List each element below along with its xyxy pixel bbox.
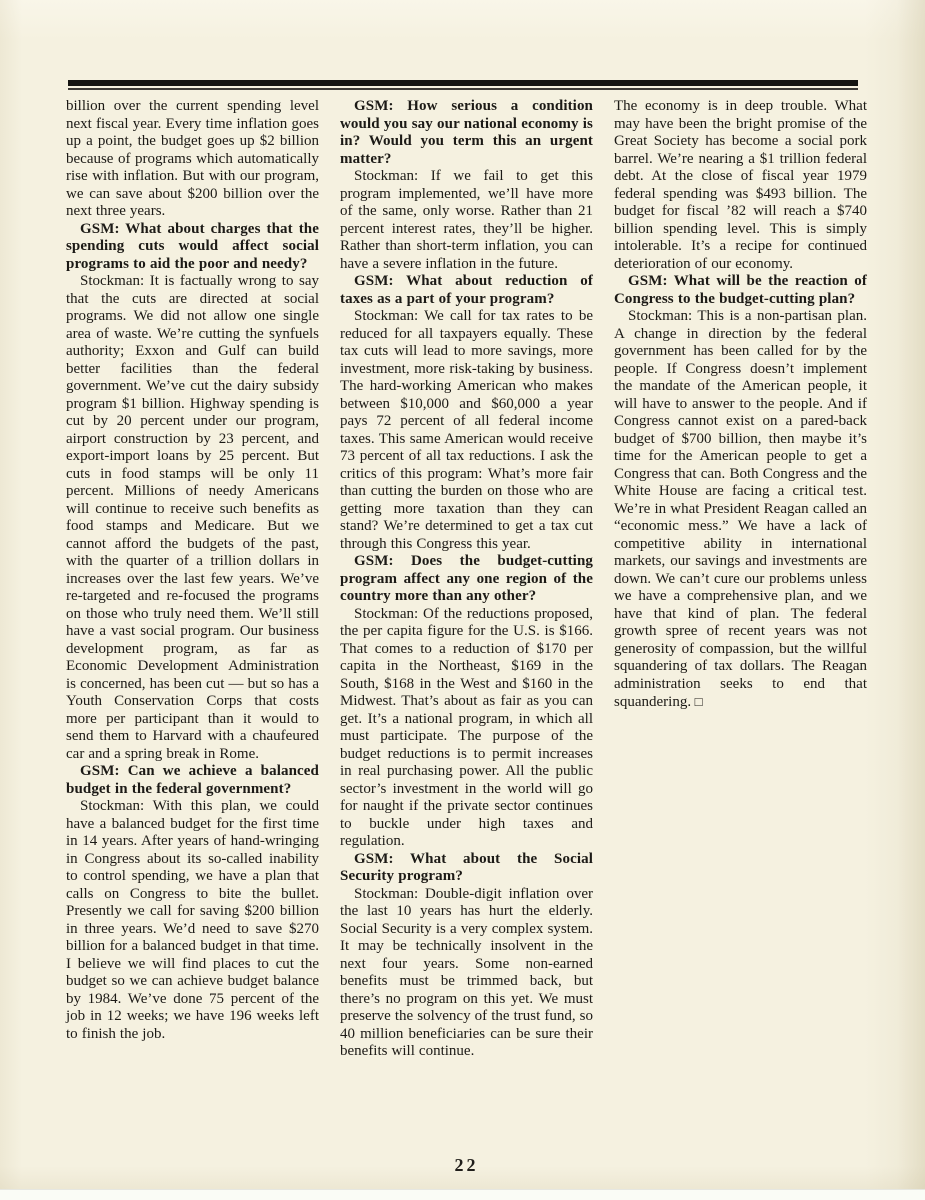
interview-paragraph: [66, 98, 319, 221]
paragraph-text: Stockman: We call for tax rates to be reduced for all taxpayers equally. These tax cuts will lead to more savings, more investment, more risk-taking by business. The hard-working American who makes between $10,000 and $60,000 a year pays 72 percent of all federal income taxes. This same American would receive 73 percent of all tax reductions. I ask the critics of this program: What’s more fair than cutting the burden on those who are getting more taxation than they can stand? We’re determined to get a tax cut through this Congress this year.: [340, 308, 593, 552]
paragraph-text: Stockman: Of the reductions proposed, the per capita figure for the U.S. is $166. That comes to a reduction of $170 per capita in the Northeast, $169 in the South, $168 in the West and $160 in the Midwest. That’s about as fair as you can get. It’s a national program, in which all must participate. The purpose of the budget reductions is to permit increases in real purchasing power. All the public sector’s investment in the world will go for naught if the private sector continues to buckle under high taxes and regulation.: [340, 605, 593, 849]
end-of-article-mark: □: [691, 694, 703, 709]
paragraph-text: Stockman: If we fail to get this program implemented, we’ll have more of the same, only worse. Rather than 21 percent interest rates, they’ll be higher. Rather than short-term inflation, you can have a severe inflation in the future.: [340, 168, 593, 272]
interview-question: [340, 273, 593, 308]
paragraph-text: GSM: What about charges that the spending cuts would affect social programs to aid the poor and needy?: [66, 220, 319, 272]
interview-paragraph: [340, 886, 593, 1061]
paragraph-text: The economy is in deep trouble. What may have been the bright promise of the Great Society has become a social pork barrel. We’re nearing a $1 trillion federal debt. At the close of fiscal year 1979 federal spending was $493 billion. The budget for fiscal ’82 will reach a $740 billion spending level. This is simply intolerable. It’s a recipe for continued deterioration of our economy.: [614, 98, 867, 272]
interview-question: [340, 851, 593, 886]
column-2: [340, 98, 593, 1061]
column-1: [66, 98, 319, 1061]
paragraph-text: GSM: What about the Social Security program?: [340, 850, 593, 884]
interview-question: [340, 98, 593, 168]
paragraph-text: GSM: How serious a condition would you say our national economy is in? Would you term this an urgent matter?: [340, 98, 593, 167]
interview-paragraph: [66, 273, 319, 763]
scan-bottom-edge: [0, 1189, 925, 1200]
paragraph-text: GSM: Can we achieve a balanced budget in the federal government?: [66, 763, 319, 797]
interview-paragraph: [340, 168, 593, 273]
interview-question: [66, 763, 319, 798]
interview-question: [66, 221, 319, 274]
page-number: 22: [454, 1155, 479, 1175]
interview-paragraph: [614, 98, 867, 273]
interview-paragraph: [66, 798, 319, 1043]
article-columns: [66, 98, 867, 1061]
interview-question: [614, 273, 867, 308]
interview-question: [340, 553, 593, 606]
rule-thin: [68, 88, 858, 90]
paragraph-text: Stockman: This is a non-partisan plan. A change in direction by the federal government has been called for by the people. If Congress doesn’t implement the mandate of the American people, it will have to answer to the people. And if Congress cannot exist on a pared-back budget of $700 billion, then maybe it’s time for the American people to get a Congress that can. Both Congress and the White House are facing a critical test. We’re in what President Reagan called an “economic mess.” We have a lack of competitive ability in international markets, our savings and investments are down. We can’t cure our problems unless we have a comprehensive plan, and we have that kind of plan. The federal growth spree of recent years was not generosity of compassion, but the willful squandering of tax dollars. The Reagan administration seeks to end that squandering.: [614, 308, 867, 710]
paragraph-text: Stockman: Double-digit inflation over the last 10 years has hurt the elderly. Social Security is a very complex system. It may be technically insolvent in the next four years. Some non-earned benefits must be trimmed back, but there’s no program on this yet. We must preserve the solvency of the trust fund, so 40 million beneficiaries can be sure their benefits will continue.: [340, 885, 593, 1059]
interview-paragraph: [340, 308, 593, 553]
paragraph-text: GSM: What will be the reaction of Congress to the budget-cutting plan?: [614, 273, 867, 307]
top-double-rule: [68, 80, 858, 90]
paragraph-text: Stockman: It is factually wrong to say that the cuts are directed at social programs. We did not allow one single area of waste. We’re cutting the synfuels authority; Exxon and Gulf can build better facilities than the federal government. We’ve cut the dairy subsidy program $1 billion. Highway spending is cut by 20 percent under our program, airport construction by 23 percent, and export-import loans by 25 percent. But cuts in food stamps will be only 11 percent. Millions of needy Americans will continue to receive such benefits as food stamps and Medicare. But we cannot afford the budgets of the past, with the quarter of a trillion dollars in increases over the last few years. We’ve re-targeted and re-focused the programs on those who truly need them. We’ll still have a vast social program. Our business development program, as far as Economic Development Administration is concerned, has been cut — but so has a Youth Conservation Corps that costs more per participant than it would to send them to Harvard with a chaufeured car and a spring break in Rome.: [66, 273, 319, 762]
rule-thick: [68, 80, 858, 86]
interview-paragraph: [340, 606, 593, 851]
interview-paragraph: [614, 308, 867, 712]
column-3: [614, 98, 867, 1061]
paragraph-text: GSM: Does the budget-cutting program affect any one region of the country more than any other?: [340, 553, 593, 604]
paragraph-text: GSM: What about reduction of taxes as a part of your program?: [340, 273, 593, 307]
paragraph-text: Stockman: With this plan, we could have a balanced budget for the first time in 14 years. After years of hand-wringing in Congress about its so-called inability to control spending, we have a plan that calls on Congress to bite the bullet. Presently we call for saving $200 billion in three years. We’d need to save $270 billion for a balanced budget in that time. I believe we will find places to cut the budget so we can achieve budget balance by 1984. We’ve done 75 percent of the job in 12 weeks; we have 196 weeks left to finish the job.: [66, 798, 319, 1042]
paragraph-text: billion over the current spending level next fiscal year. Every time inflation goes up a point, the budget goes up $2 billion because of programs which automatically rise with inflation. But with our program, we can save about $200 billion over the next three years.: [66, 98, 319, 219]
